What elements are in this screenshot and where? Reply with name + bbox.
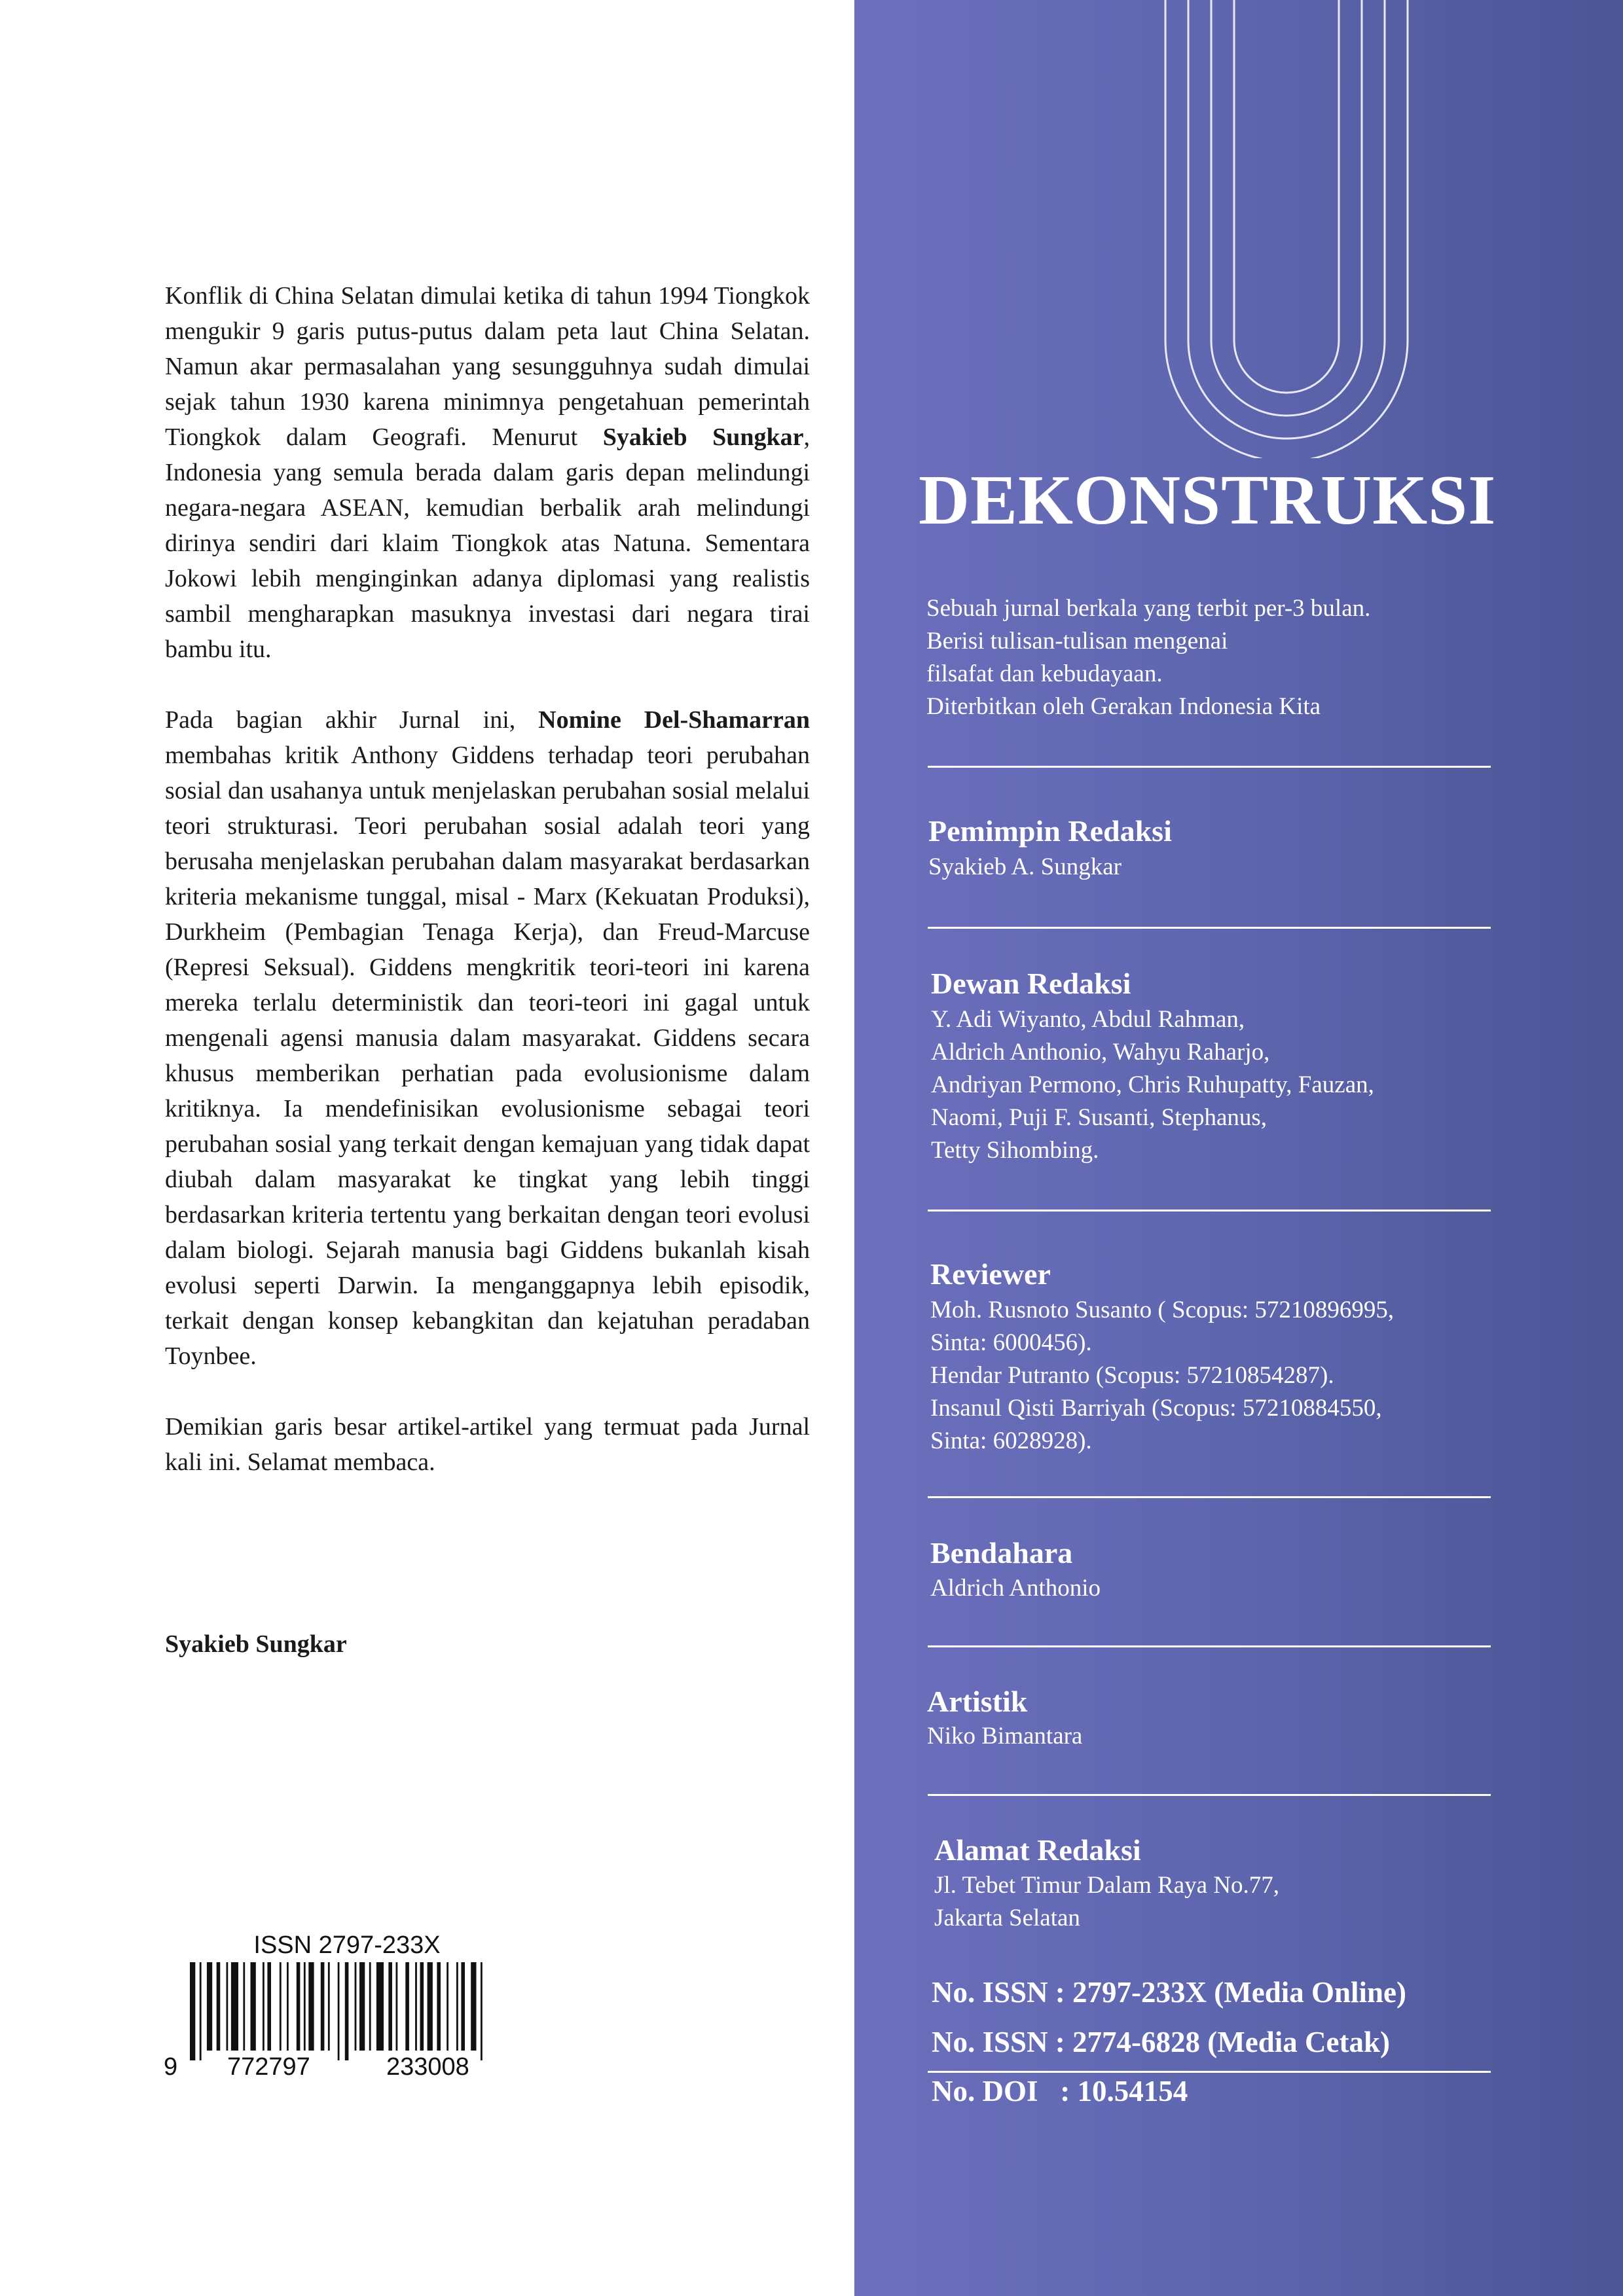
barcode-bar [359,1962,365,2051]
barcode-bar [200,1962,202,2060]
barcode-bar [461,1962,465,2051]
barcode-bar [217,1962,221,2051]
barcode-bar [267,1962,271,2051]
divider [928,766,1491,768]
barcode-bar [420,1962,424,2051]
barcode-bar [321,1962,325,2051]
barcode-bar [227,1962,228,2051]
barcode-digits-right: 233008 [386,2053,469,2081]
barcode-bar [388,1962,392,2051]
barcode-bar [231,1962,238,2051]
barcode-bar [355,1962,357,2051]
barcode-digits-left: 772797 [227,2053,310,2081]
divider [928,1794,1491,1796]
section-body-treasurer: Aldrich Anthonio [930,1575,1101,1602]
section-heading-reviewer: Reviewer [930,1257,1051,1291]
barcode-bar [376,1962,384,2051]
barcode-bar [297,1962,301,2051]
section-body-artistic: Niko Bimantara [927,1723,1083,1749]
paragraph-3: Demikian garis besar artikel-artikel yang termuat pada Jurnal kali ini. Selamat membaca. [165,1413,811,1476]
barcode-bar [437,1962,441,2051]
masthead-panel [854,0,1623,2296]
section-heading-artistic: Artistik [927,1685,1028,1718]
barcode-bars [164,1962,530,2060]
divider [928,1210,1491,1211]
barcode-bar [263,1962,264,2051]
barcode-bar [190,1962,195,2060]
barcode-bar [328,1962,330,2051]
barcode-bar [471,1962,476,2051]
barcode-bar [338,1962,340,2060]
section-heading-editor-in-chief: Pemimpin Redaksi [928,814,1172,848]
barcode-digit-first: 9 [164,2053,178,2081]
barcode-bar [396,1962,398,2051]
barcode-bar [287,1962,289,2051]
issn-print: No. ISSN : 2774-6828 (Media Cetak) [932,2026,1390,2058]
isbn-barcode [164,1931,530,2088]
section-body-reviewer: Moh. Rusnoto Susanto ( Scopus: 57210896995, Sinta: 6000456). Hendar Putranto (Scopus: 57210854287). Insanul Qisti Barriyah (Scopus: 57210884550, Sinta: 6028928). [930,1297,1395,1454]
barcode-bar [481,1962,483,2060]
divider [928,2071,1491,2073]
doi: No. DOI : 10.54154 [932,2075,1188,2108]
barcode-bar [280,1962,282,2051]
editorial-text [165,278,810,1480]
barcode-bar [251,1962,256,2051]
barcode-bar [456,1962,458,2051]
barcode-bar [415,1962,417,2051]
arches-decoration [854,0,1623,458]
barcode-bar [243,1962,245,2051]
contributor-name-bold: Nomine Del-Shamarran [538,706,811,734]
barcode-bar [369,1962,371,2051]
divider [928,1645,1491,1647]
barcode-bar [345,1962,349,2060]
journal-description: Sebuah jurnal berkala yang terbit per-3 bulan. Berisi tulisan-tulisan mengenai filsafat dan kebudayaan. Diterbitkan oleh Gerakan Indonesia Kita [926,595,1371,720]
section-body-address: Jl. Tebet Timur Dalam Raya No.77, Jakarta Selatan [934,1872,1280,1931]
journal-title: DEKONSTRUKSI [919,461,1497,539]
barcode-bar [207,1962,212,2051]
section-heading-address: Alamat Redaksi [934,1833,1141,1867]
section-body-editorial-board: Y. Adi Wiyanto, Abdul Rahman, Aldrich Anthonio, Wahyu Raharjo, Andriyan Permono, Chris Ruhupatty, Fauzan, Naomi, Puji F. Susanti, Stephanus, Tetty Sihombing. [931,1006,1374,1164]
barcode-bar [405,1962,409,2051]
barcode-bar [304,1962,306,2051]
divider [928,1496,1491,1498]
barcode-issn-label: ISSN 2797-233X [253,1931,441,1959]
divider [928,927,1491,929]
paragraph-1: Konflik di China Selatan dimulai ketika di tahun 1994 Tiongkok mengukir 9 garis putus-putus dalam peta laut China Selatan. Namun akar permasalahan yang sesungguhnya sudah dimulai sejak tahun 1930 karena minimnya pengetahuan pemerintah Tiongkok dalam Geografi. Menurut Syakieb Sungkar, Indonesia yang semula berada dalam garis depan melindungi negara-negara ASEAN, kemudian berbalik arah melindungi dirinya sendiri dari klaim Tiongkok atas Natuna. Sementara Jokowi lebih menginginkan adanya diplomasi yang realistis sambil mengharapkan masuknya investasi dari negara tirai bambu itu. [165,282,811,663]
signature: Syakieb Sungkar [165,1630,347,1658]
section-body-editor-in-chief: Syakieb A. Sungkar [928,853,1122,880]
paragraph-2: Pada bagian akhir Jurnal ini, Nomine Del-Shamarran membahas kritik Anthony Giddens terhadap teori perubahan sosial dan usahanya untuk menjelaskan perubahan sosial melalui teori strukturasi. Teori perubahan sosial adalah teori yang berusaha menjelaskan perubahan dalam masyarakat berdasarkan kriteria mekanisme tunggal, misal - Marx (Kekuatan Produksi), Durkheim (Pembagian Tenaga Kerja), dan Freud-Marcuse (Represi Seksual). Giddens mengkritik teori-teori ini karena mereka terlalu deterministik dan teori-teori ini gagal untuk mengenali agensi manusia dalam masyarakat. Giddens secara khusus memberikan perhatian pada evolusionisme dalam kritiknya. Ia mendefinisikan evolusionisme sebagai teori perubahan sosial yang terkait dengan kemajuan yang tidak dapat diubah dalam masyarakat ke tingkat yang lebih tinggi berdasarkan kriteria tertentu yang berkaitan dengan teori evolusi dalam biologi. Sejarah manusia bagi Giddens bukanlah kisah evolusi seperti Darwin. Ia menganggapnya lebih episodik, terkait dengan konsep kebangkitan dan kejatuhan peradaban Toynbee. [165,706,811,1370]
barcode-bar [447,1962,448,2051]
issn-online: No. ISSN : 2797-233X (Media Online) [932,1976,1407,2009]
barcode-bar [428,1962,433,2051]
section-heading-editorial-board: Dewan Redaksi [931,967,1131,1000]
section-heading-treasurer: Bendahara [930,1536,1073,1570]
author-name-bold: Syakieb Sungkar [602,423,804,451]
barcode-bar [308,1962,314,2051]
